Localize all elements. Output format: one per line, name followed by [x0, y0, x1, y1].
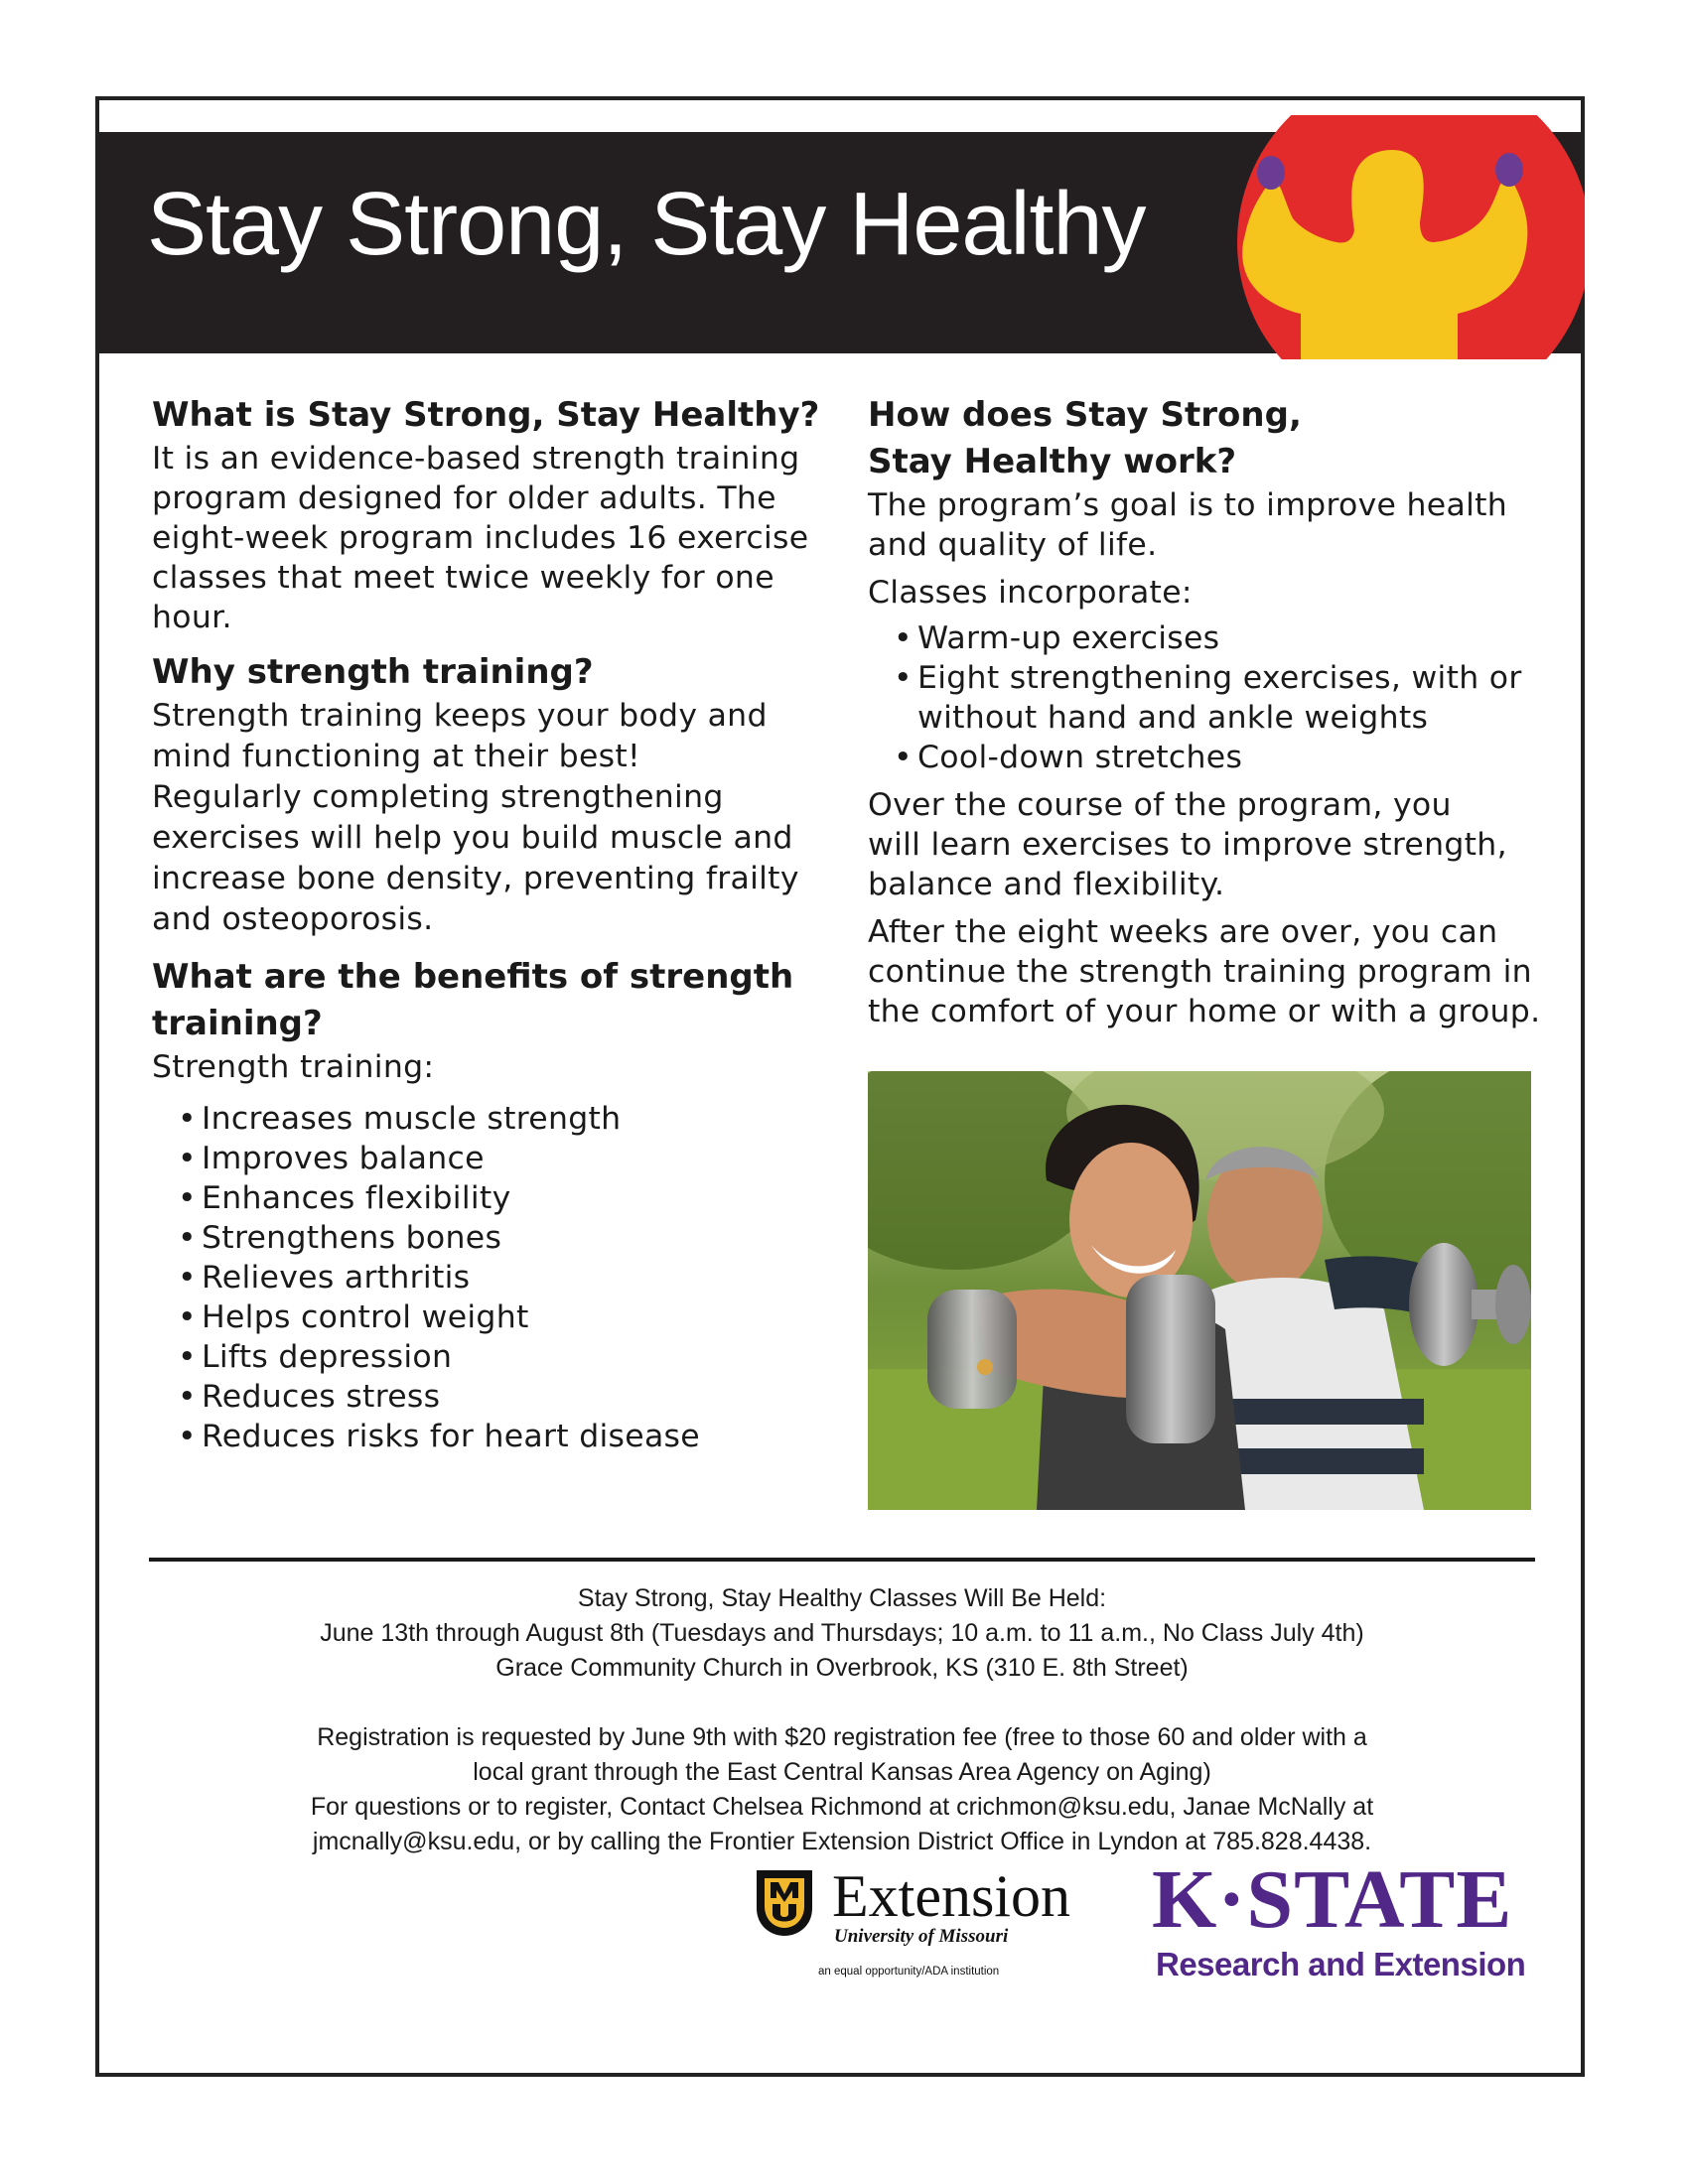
exercise-photo	[868, 1071, 1531, 1510]
benefit-text: Reduces stress	[202, 1379, 441, 1415]
course-line: Over the course of the program, you	[868, 787, 1452, 823]
benefit-text: Lifts depression	[202, 1339, 453, 1375]
benefit-text: Reduces risks for heart disease	[202, 1419, 700, 1454]
goal-line: and quality of life.	[868, 527, 1158, 563]
list-item	[178, 1099, 827, 1139]
left-column	[152, 392, 827, 1456]
why-line: Strength training keeps your body and	[152, 698, 768, 734]
after-line: After the eight weeks are over, you can	[868, 914, 1498, 950]
class-text: without hand and ankle weights	[917, 700, 1429, 736]
list-item	[894, 658, 1543, 738]
class-text: Cool-down stretches	[917, 740, 1243, 775]
why-line: exercises will help you build muscle and	[152, 820, 793, 856]
what-is-line: It is an evidence-based strength training	[152, 441, 800, 477]
section-divider	[149, 1558, 1535, 1562]
registration-line: Registration is requested by June 9th with $20 registration fee (free to those 60 and older with a	[317, 1723, 1367, 1751]
goal-line: The program’s goal is to improve health	[868, 487, 1508, 523]
extension-wordmark: Extension	[832, 1863, 1070, 1929]
what-is-line: classes that meet twice weekly for one	[152, 560, 774, 596]
benefits-heading-line: training?	[152, 1004, 323, 1043]
right-column	[868, 392, 1543, 1031]
list-item	[178, 1337, 827, 1377]
bullet-icon: •	[894, 660, 913, 696]
benefits-heading-line: What are the benefits of strength	[152, 957, 794, 997]
why-line: increase bone density, preventing frailty	[152, 861, 799, 896]
after-body	[868, 912, 1543, 1031]
section-heading-how	[868, 392, 1543, 485]
list-item	[178, 1178, 827, 1218]
bullet-icon: •	[894, 620, 913, 656]
classes-list	[894, 618, 1543, 777]
university-name: University of Missouri	[834, 1926, 1009, 1947]
page-title: Stay Strong, Stay Healthy	[147, 175, 1146, 274]
list-item	[178, 1417, 827, 1456]
list-item	[894, 738, 1543, 777]
classes-intro: Classes incorporate:	[868, 575, 1193, 611]
equal-opportunity-note: an equal opportunity/ADA institution	[818, 1966, 1000, 1978]
schedule-line: June 13th through August 8th (Tuesdays and Thursdays; 10 a.m. to 11 a.m., No Class July 4th)	[320, 1619, 1364, 1647]
what-is-line: program designed for older adults. The	[152, 480, 776, 516]
bullet-icon: •	[178, 1180, 197, 1216]
benefit-text: Enhances flexibility	[202, 1180, 511, 1216]
bullet-icon: •	[178, 1260, 197, 1296]
registration-line: local grant through the East Central Kansas Area Agency on Aging)	[473, 1758, 1211, 1786]
what-is-line: hour.	[152, 600, 232, 635]
section-heading-benefits	[152, 954, 827, 1047]
course-line: will learn exercises to improve strength,	[868, 827, 1507, 863]
after-line: the comfort of your home or with a group.	[868, 994, 1541, 1029]
course-line: balance and flexibility.	[868, 867, 1225, 902]
benefit-text: Increases muscle strength	[202, 1101, 622, 1137]
schedule-info	[149, 1581, 1535, 1686]
what-is-body	[152, 439, 827, 637]
kstate-subtitle: Research and Extension	[1156, 1946, 1526, 1982]
section-heading-why: Why strength training?	[152, 652, 594, 692]
bullet-icon: •	[894, 740, 913, 775]
schedule-line: Grace Community Church in Overbrook, KS (310 E. 8th Street)	[495, 1654, 1189, 1682]
benefits-intro: Strength training:	[152, 1049, 435, 1085]
registration-line: For questions or to register, Contact Chelsea Richmond at crichmon@ksu.edu, Janae McNally at	[310, 1793, 1374, 1821]
bullet-icon: •	[178, 1419, 197, 1454]
what-is-line: eight-week program includes 16 exercise	[152, 520, 809, 556]
course-body	[868, 785, 1543, 904]
registration-info	[149, 1720, 1535, 1859]
how-heading-line: Stay Healthy work?	[868, 442, 1237, 481]
kstate-wordmark: K·STATE	[1152, 1853, 1513, 1946]
bullet-icon: •	[178, 1101, 197, 1137]
schedule-line: Stay Strong, Stay Healthy Classes Will Be Held:	[577, 1584, 1107, 1612]
class-text: Warm-up exercises	[917, 620, 1220, 656]
why-line: Regularly completing strengthening	[152, 779, 724, 815]
benefit-text: Strengthens bones	[202, 1220, 502, 1256]
benefit-text: Relieves arthritis	[202, 1260, 471, 1296]
list-item	[178, 1218, 827, 1258]
mizzou-tiger-icon	[755, 1868, 814, 1938]
list-item	[178, 1297, 827, 1337]
strongman-logo	[1223, 115, 1585, 359]
bullet-icon: •	[178, 1220, 197, 1256]
benefit-text: Improves balance	[202, 1141, 485, 1176]
list-item	[178, 1377, 827, 1417]
section-heading-what-is: What is Stay Strong, Stay Healthy?	[152, 395, 820, 435]
list-item	[178, 1258, 827, 1297]
benefits-list	[178, 1099, 827, 1456]
benefit-text: Helps control weight	[202, 1299, 529, 1335]
bullet-icon: •	[178, 1299, 197, 1335]
bullet-icon: •	[178, 1339, 197, 1375]
list-item	[894, 618, 1543, 658]
goal-body	[868, 485, 1543, 565]
how-heading-line: How does Stay Strong,	[868, 395, 1302, 435]
registration-line: jmcnally@ksu.edu, or by calling the Frontier Extension District Office in Lyndon at 785.828.4438.	[312, 1828, 1372, 1855]
after-line: continue the strength training program in	[868, 954, 1532, 990]
why-line: mind functioning at their best!	[152, 739, 640, 774]
bullet-icon: •	[178, 1141, 197, 1176]
why-line: and osteoporosis.	[152, 901, 434, 937]
list-item	[178, 1139, 827, 1178]
bullet-icon: •	[178, 1379, 197, 1415]
class-text: Eight strengthening exercises, with or	[917, 660, 1522, 696]
why-body	[152, 696, 827, 940]
